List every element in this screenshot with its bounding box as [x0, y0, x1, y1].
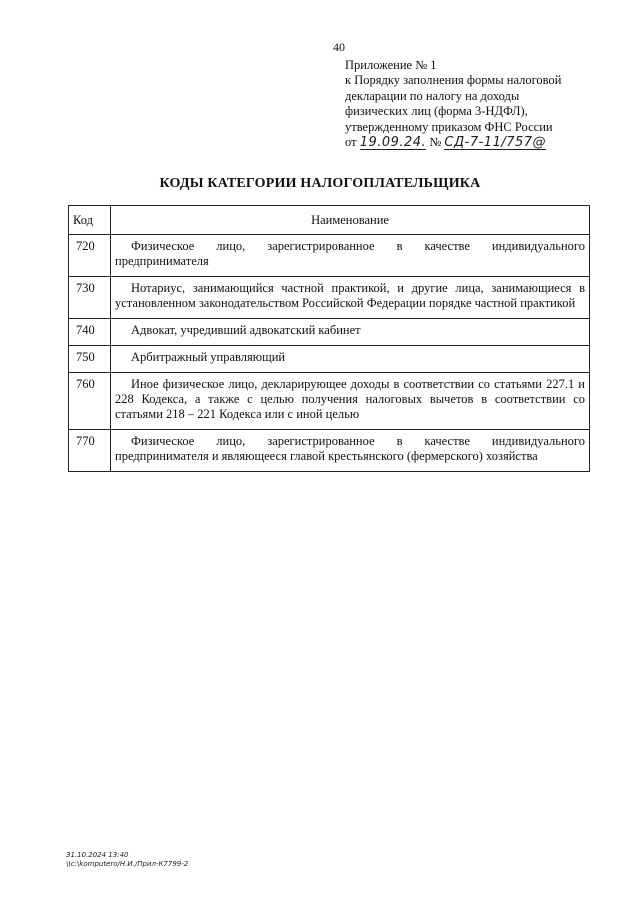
row-name-text: Адвокат, учредивший адвокатский кабинет — [131, 323, 361, 337]
row-name — [111, 277, 590, 319]
appendix-order-line — [345, 135, 595, 150]
page-number: 40 — [333, 40, 345, 54]
category-codes-table — [68, 205, 590, 472]
header-code: Код — [69, 206, 111, 235]
order-number: СД-7-11/757@ — [444, 135, 547, 151]
header-name: Наименование — [111, 206, 590, 235]
row-name — [111, 235, 590, 277]
row-name — [111, 430, 590, 472]
appendix-line-5: утвержденному приказом ФНС России — [345, 119, 553, 134]
row-code: 720 — [69, 235, 111, 277]
row-name-text: Нотариус, занимающийся частной практикой, и другие лица, занимающиеся в установленном законодательством Российской Федерации порядке частной практикой — [115, 281, 585, 310]
table-row — [69, 373, 590, 430]
row-name — [111, 373, 590, 430]
appendix-block — [345, 58, 595, 150]
appendix-line-1: Приложение № 1 — [345, 58, 437, 72]
row-code: 740 — [69, 319, 111, 346]
row-name-text: Арбитражный управляющий — [131, 350, 286, 364]
appendix-line-3: декларации по налогу на доходы — [345, 88, 520, 103]
row-code: 760 — [69, 373, 111, 430]
appendix-line-4: физических лиц (форма 3-НДФЛ), — [345, 104, 528, 119]
row-code: 770 — [69, 430, 111, 472]
from-label: от — [345, 135, 357, 150]
table-row — [69, 319, 590, 346]
footer-path: \\c:\komputero/Н.И./Прил-К7799-2 — [66, 860, 189, 868]
row-name — [111, 319, 590, 346]
row-name-text: Физическое лицо, зарегистрированное в качестве индивидуального предпринимателя — [115, 239, 585, 268]
footer-timestamp: 31.10.2024 13:40 — [66, 851, 129, 859]
appendix-line-2: к Порядку заполнения формы налоговой — [345, 73, 562, 88]
row-name-text: Физическое лицо, зарегистрированное в качестве индивидуального предпринимателя и являющееся главой крестьянского (фермерского) хозяйства — [115, 434, 585, 463]
number-label: № — [429, 135, 442, 150]
footer-stamp — [66, 851, 188, 869]
table-header-row — [69, 206, 590, 235]
row-code: 730 — [69, 277, 111, 319]
order-date: 19.09.24. — [359, 135, 427, 151]
table-row — [69, 235, 590, 277]
table-row — [69, 346, 590, 373]
row-name — [111, 346, 590, 373]
row-name-text: Иное физическое лицо, декларирующее доходы в соответствии со статьями 227.1 и 228 Кодекса, а также с целью получения налоговых вычетов в соответствии со статьями 218 – 221 Кодекса или с иной целью — [115, 377, 585, 421]
table-row — [69, 277, 590, 319]
document-title: КОДЫ КАТЕГОРИИ НАЛОГОПЛАТЕЛЬЩИКА — [159, 176, 481, 191]
table-row — [69, 430, 590, 472]
row-code: 750 — [69, 346, 111, 373]
